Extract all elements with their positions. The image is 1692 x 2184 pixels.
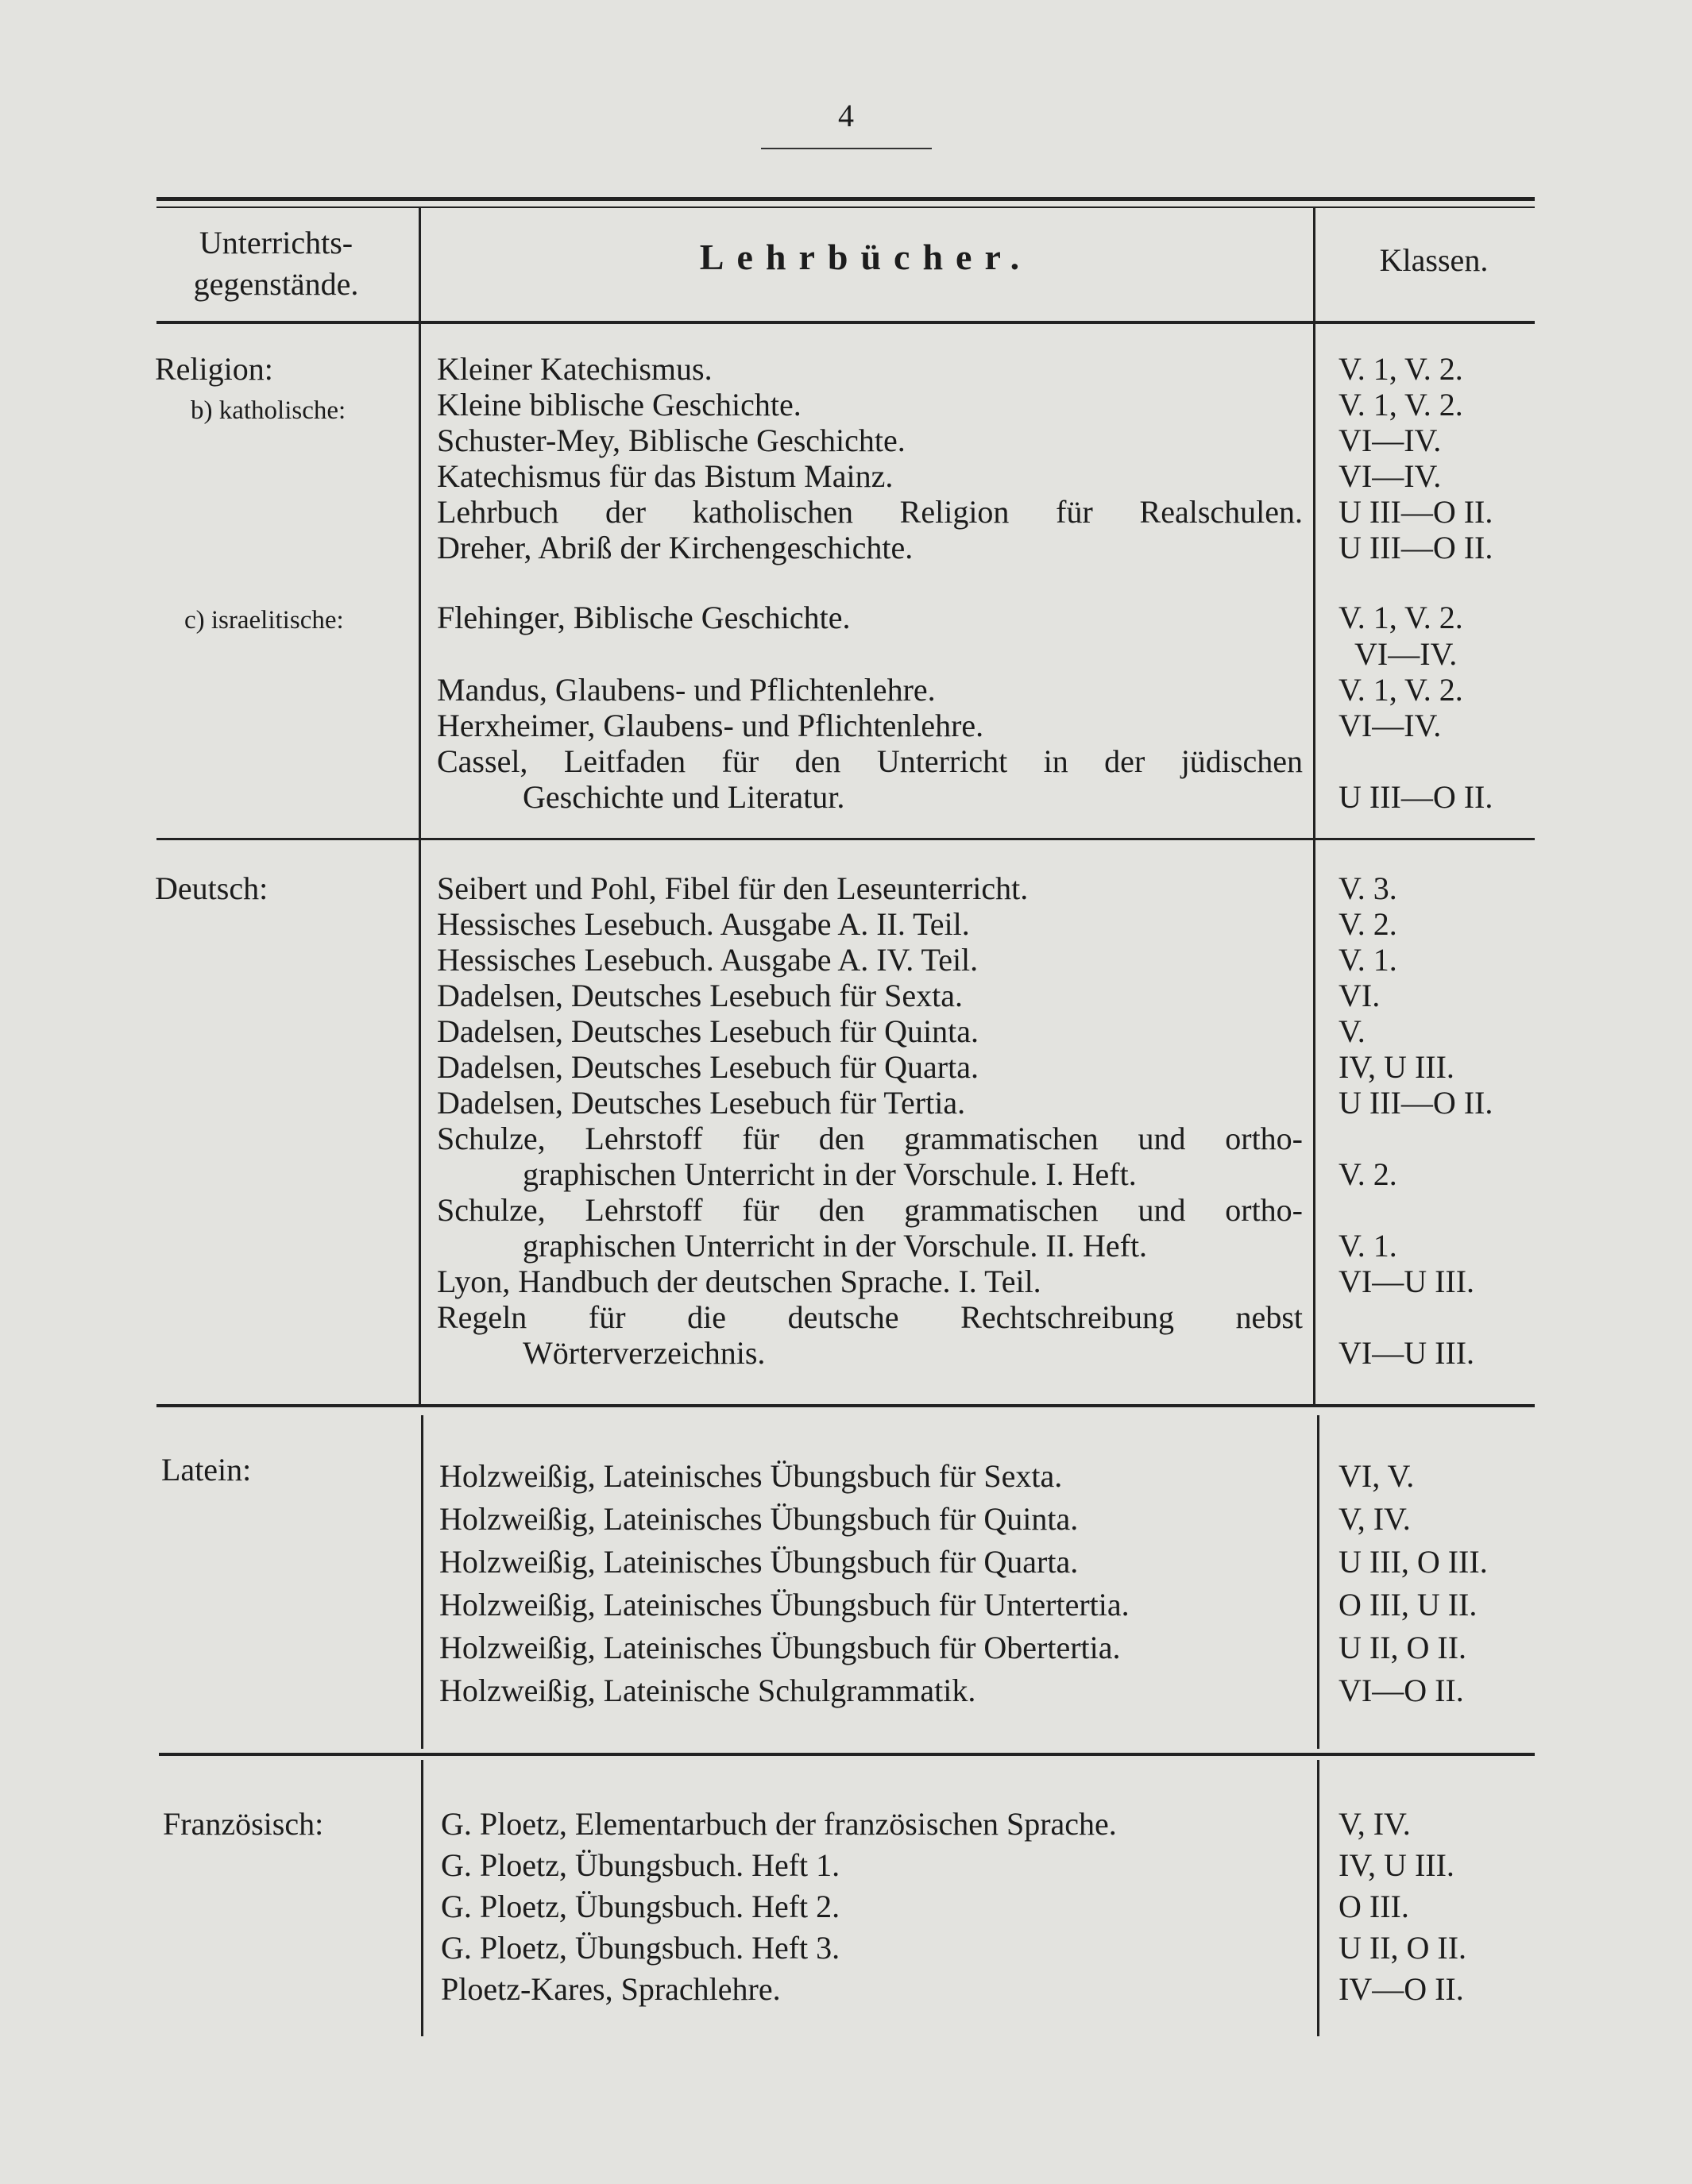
header-subjects-line1: Unterrichts- <box>199 225 353 260</box>
class-cell: V. 1, V. 2. <box>1339 351 1463 387</box>
subject-deutsch: Deutsch: <box>155 870 268 906</box>
class-cell: IV, U III. <box>1339 1847 1454 1883</box>
class-cell: VI—IV. <box>1339 458 1442 494</box>
class-cell: V. 2. <box>1339 906 1397 942</box>
book-row: Katechismus für das Bistum Mainz. <box>437 458 894 494</box>
book-row: Regeln für die deutsche Rechtschreibung nebst <box>437 1299 1303 1335</box>
book-row: Lyon, Handbuch der deutschen Sprache. I. Teil. <box>437 1264 1041 1299</box>
class-cell: V. 1, V. 2. <box>1339 672 1463 708</box>
class-cell: VI—U III. <box>1339 1264 1475 1299</box>
class-cell: O III, U II. <box>1339 1587 1478 1623</box>
section-divider-deutsch <box>156 1404 1535 1407</box>
class-cell: V. 1. <box>1339 1228 1397 1264</box>
book-row: Dadelsen, Deutsches Lesebuch für Tertia. <box>437 1085 966 1121</box>
book-row: G. Ploetz, Elementarbuch der französischen Sprache. <box>441 1806 1117 1842</box>
book-row: Ploetz-Kares, Sprachlehre. <box>441 1971 781 2007</box>
header-subjects <box>151 222 401 305</box>
book-row: Dadelsen, Deutsches Lesebuch für Quarta. <box>437 1049 979 1085</box>
class-cell: V. 1. <box>1339 942 1397 978</box>
page-number: 4 <box>838 98 854 133</box>
class-cell: V. 3. <box>1339 870 1397 906</box>
section-divider-latein <box>159 1753 1535 1756</box>
subject-religion-jewish: c) israelitische: <box>184 606 344 635</box>
book-row: Flehinger, Biblische Geschichte. <box>437 600 851 635</box>
book-row: Mandus, Glaubens- und Pflichtenlehre. <box>437 672 936 708</box>
class-cell: V. 2. <box>1339 1156 1397 1192</box>
class-cell: VI—IV. <box>1339 708 1442 743</box>
class-cell: VI, V. <box>1339 1458 1415 1494</box>
book-row: Holzweißig, Lateinische Schulgrammatik. <box>439 1673 976 1708</box>
book-row: Schulze, Lehrstoff für den grammatischen und ortho- <box>437 1121 1303 1156</box>
class-cell: U III—O II. <box>1339 530 1493 565</box>
class-cell: U III—O II. <box>1339 779 1493 815</box>
column-rule-right <box>1313 208 1315 1406</box>
table-top-rule-inner <box>156 206 1535 208</box>
book-row-continuation: graphischen Unterricht in der Vorschule. I. Heft. <box>523 1156 1137 1192</box>
class-cell: VI—O II. <box>1339 1673 1464 1708</box>
book-row: G. Ploetz, Übungsbuch. Heft 3. <box>441 1930 840 1966</box>
class-cell: V. <box>1339 1013 1366 1049</box>
class-cell: V. 1, V. 2. <box>1339 387 1463 423</box>
header-textbooks: Lehrbücher. <box>699 237 1033 277</box>
book-row: Herxheimer, Glaubens- und Pflichtenlehre. <box>437 708 984 743</box>
book-row: G. Ploetz, Übungsbuch. Heft 1. <box>441 1847 840 1883</box>
book-row: Lehrbuch der katholischen Religion für Realschulen. <box>437 494 1303 530</box>
book-row: Dadelsen, Deutsches Lesebuch für Sexta. <box>437 978 963 1013</box>
book-row: Seibert und Pohl, Fibel für den Leseunterricht. <box>437 870 1029 906</box>
book-row-continuation: graphischen Unterricht in der Vorschule. II. Heft. <box>523 1228 1148 1264</box>
class-cell: U II, O II. <box>1339 1630 1467 1665</box>
class-cell: U III—O II. <box>1339 1085 1493 1121</box>
column-rule-left-bottom <box>421 1760 423 2036</box>
class-cell: V, IV. <box>1339 1501 1411 1537</box>
header-subjects-line2: gegenstände. <box>193 266 359 302</box>
class-cell: VI—IV. <box>1339 423 1442 458</box>
book-row: Holzweißig, Lateinisches Übungsbuch für Untertertia. <box>439 1587 1130 1623</box>
class-cell: U III, O III. <box>1339 1544 1488 1580</box>
class-cell: VI—U III. <box>1339 1335 1475 1371</box>
class-cell: U II, O II. <box>1339 1930 1467 1966</box>
column-rule-right-lower <box>1317 1415 1319 1749</box>
class-cell: VI. <box>1339 978 1381 1013</box>
class-cell: V, IV. <box>1339 1806 1411 1842</box>
book-row: Holzweißig, Lateinisches Übungsbuch für Obertertia. <box>439 1630 1121 1665</box>
book-row: Hessisches Lesebuch. Ausgabe A. II. Teil. <box>437 906 970 942</box>
book-row: Hessisches Lesebuch. Ausgabe A. IV. Teil. <box>437 942 979 978</box>
book-row: Kleine biblische Geschichte. <box>437 387 802 423</box>
book-row-continuation: Wörterverzeichnis. <box>523 1335 766 1371</box>
section-divider-religion <box>156 838 1535 840</box>
subject-franzoesisch: Französisch: <box>163 1806 324 1842</box>
subject-latein: Latein: <box>161 1452 252 1488</box>
header-bottom-rule <box>156 321 1535 324</box>
class-cell: VI—IV. <box>1354 636 1458 672</box>
header-classes: Klassen. <box>1379 242 1489 278</box>
class-cell: O III. <box>1339 1889 1409 1924</box>
class-cell: V. 1, V. 2. <box>1339 600 1463 635</box>
subject-religion: Religion: <box>155 351 273 387</box>
book-row: Schuster-Mey, Biblische Geschichte. <box>437 423 906 458</box>
book-row-continuation: Geschichte und Literatur. <box>523 779 845 815</box>
book-row: Cassel, Leitfaden für den Unterricht in der jüdischen <box>437 743 1303 779</box>
book-row: Holzweißig, Lateinisches Übungsbuch für Quinta. <box>439 1501 1079 1537</box>
column-rule-right-bottom <box>1317 1760 1319 2036</box>
class-cell: IV, U III. <box>1339 1049 1454 1085</box>
book-row: Kleiner Katechismus. <box>437 351 713 387</box>
page-number-rule <box>761 148 932 149</box>
book-row: Dreher, Abriß der Kirchengeschichte. <box>437 530 914 565</box>
column-rule-left <box>419 208 421 1406</box>
book-row: Holzweißig, Lateinisches Übungsbuch für Quarta. <box>439 1544 1079 1580</box>
column-rule-left-lower <box>421 1415 423 1749</box>
book-row: Schulze, Lehrstoff für den grammatischen und ortho- <box>437 1192 1303 1228</box>
book-row: Dadelsen, Deutsches Lesebuch für Quinta. <box>437 1013 979 1049</box>
class-cell: IV—O II. <box>1339 1971 1464 2007</box>
class-cell: U III—O II. <box>1339 494 1493 530</box>
book-row: Holzweißig, Lateinisches Übungsbuch für Sexta. <box>439 1458 1063 1494</box>
book-row: G. Ploetz, Übungsbuch. Heft 2. <box>441 1889 840 1924</box>
table-top-rule <box>156 197 1535 201</box>
subject-religion-catholic: b) katholische: <box>191 396 346 425</box>
